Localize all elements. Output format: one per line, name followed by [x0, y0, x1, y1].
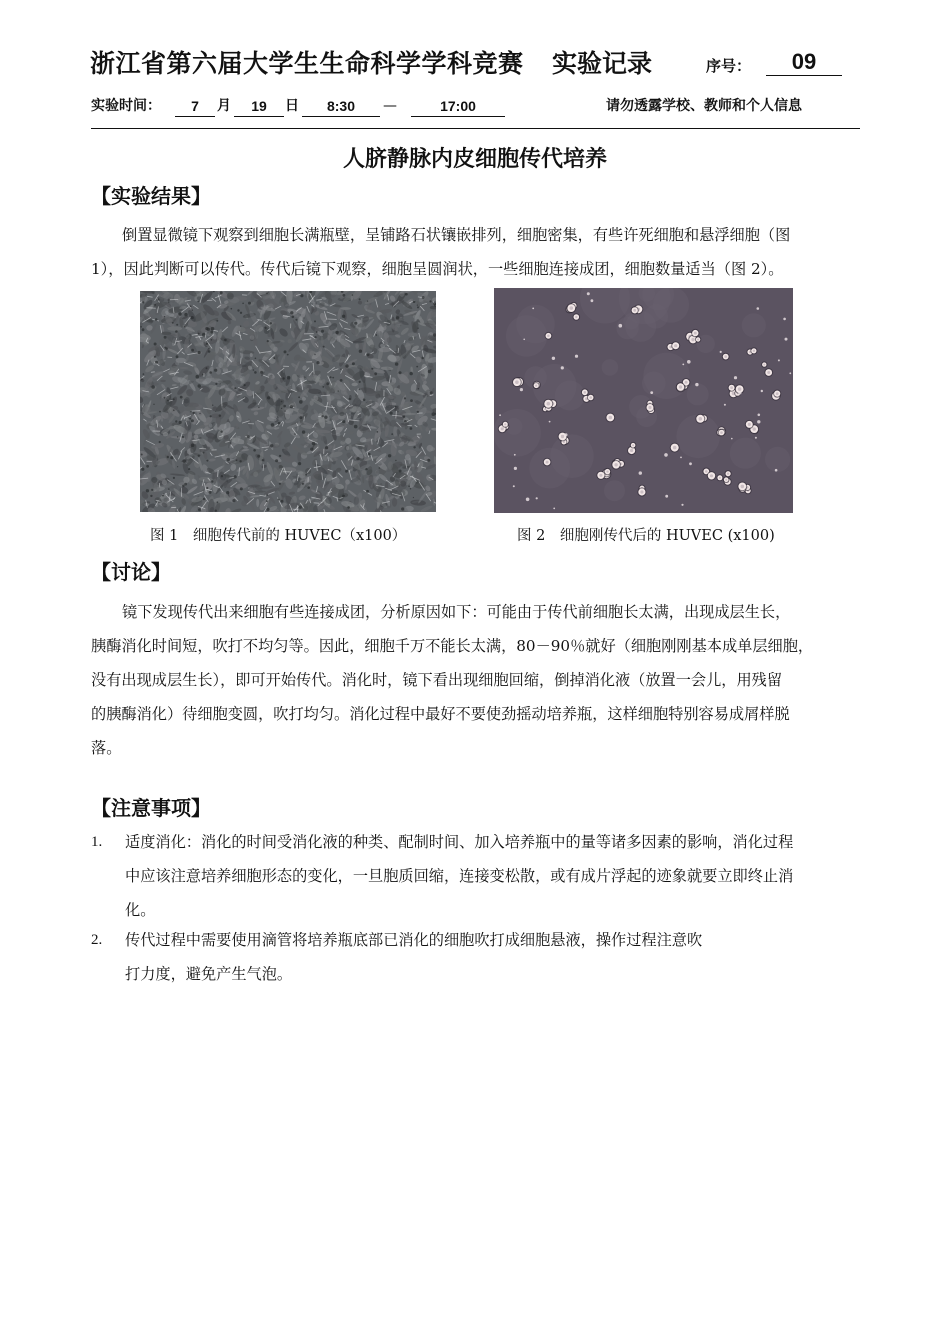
time-label: 实验时间：: [91, 98, 161, 114]
results-line: 倒置显微镜下观察到细胞长满瓶壁，呈铺路石状镶嵌排列，细胞密集，有些许死细胞和悬浮细胞（图: [122, 226, 791, 244]
time-day-unit: 日: [285, 98, 299, 114]
note-line: 打力度，避免产生气泡。: [125, 965, 293, 983]
results-line: 1），因此判断可以传代。传代后镜下观察，细胞呈圆润状，一些细胞连接成团，细胞数量适当（图 2）。: [91, 260, 784, 278]
discussion-line: 的胰酶消化）待细胞变圆，吹打均匀。消化过程中最好不要使劲摇动培养瓶，这样细胞特别容易成屑样脱: [91, 705, 790, 723]
figure-1-micrograph: [140, 291, 436, 512]
time-month-unit: 月: [217, 98, 231, 114]
time-end: 17:00: [411, 96, 505, 117]
notes-heading: 【注意事项】: [91, 796, 211, 820]
figure-2-caption: 图 2 细胞刚传代后的 HUVEC (x100): [517, 528, 775, 544]
document-title: 人脐静脉内皮细胞传代培养: [342, 146, 607, 172]
results-heading: 【实验结果】: [91, 184, 211, 208]
time-day: 19: [234, 96, 284, 117]
privacy-note: 请勿透露学校、教师和个人信息: [606, 98, 802, 114]
figure-2-micrograph: [494, 288, 793, 513]
header-divider: [91, 128, 860, 129]
discussion-heading: 【讨论】: [91, 560, 171, 584]
results-paragraph: [91, 218, 860, 286]
note-2-text: [125, 923, 860, 991]
note-line: 传代过程中需要使用滴管将培养瓶底部已消化的细胞吹打成细胞悬液，操作过程注意吹: [125, 931, 703, 949]
time-start: 8:30: [302, 96, 380, 117]
figure-1-caption: 图 1 细胞传代前的 HUVEC（x100）: [150, 528, 407, 544]
discussion-line: 胰酶消化时间短，吹打不均匀等。因此，细胞千万不能长太满，80－90％就好（细胞刚刚基本成单层细胞，: [91, 637, 814, 655]
note-line: 中应该注意培养细胞形态的变化，一旦胞质回缩，连接变松散，或有成片浮起的迹象就要立即终止消: [125, 867, 794, 885]
seq-label: 序号：: [706, 57, 752, 75]
discussion-line: 没有出现成层生长），即可开始传代。消化时，镜下看出现细胞回缩，倒掉消化液（放置一会儿，用残留: [91, 671, 783, 689]
time-dash: —: [383, 98, 397, 114]
discussion-paragraph: [91, 595, 860, 765]
competition-title: 浙江省第六届大学生生命科学学科竞赛: [90, 49, 524, 78]
note-2-number: 2.: [91, 932, 103, 948]
time-month: 7: [175, 96, 215, 117]
note-line: 适度消化：消化的时间受消化液的种类、配制时间、加入培养瓶中的量等诸多因素的影响，消化过程: [125, 833, 794, 851]
seq-value: 09: [766, 49, 842, 76]
note-1-number: 1.: [91, 834, 103, 850]
record-label: 实验记录: [552, 49, 653, 78]
discussion-line: 镜下发现传代出来细胞有些连接成团，分析原因如下：可能由于传代前细胞长太满，出现成层生长，: [122, 603, 791, 621]
note-1-text: [125, 825, 860, 927]
note-line: 化。: [125, 901, 156, 919]
discussion-line: 落。: [91, 739, 122, 757]
